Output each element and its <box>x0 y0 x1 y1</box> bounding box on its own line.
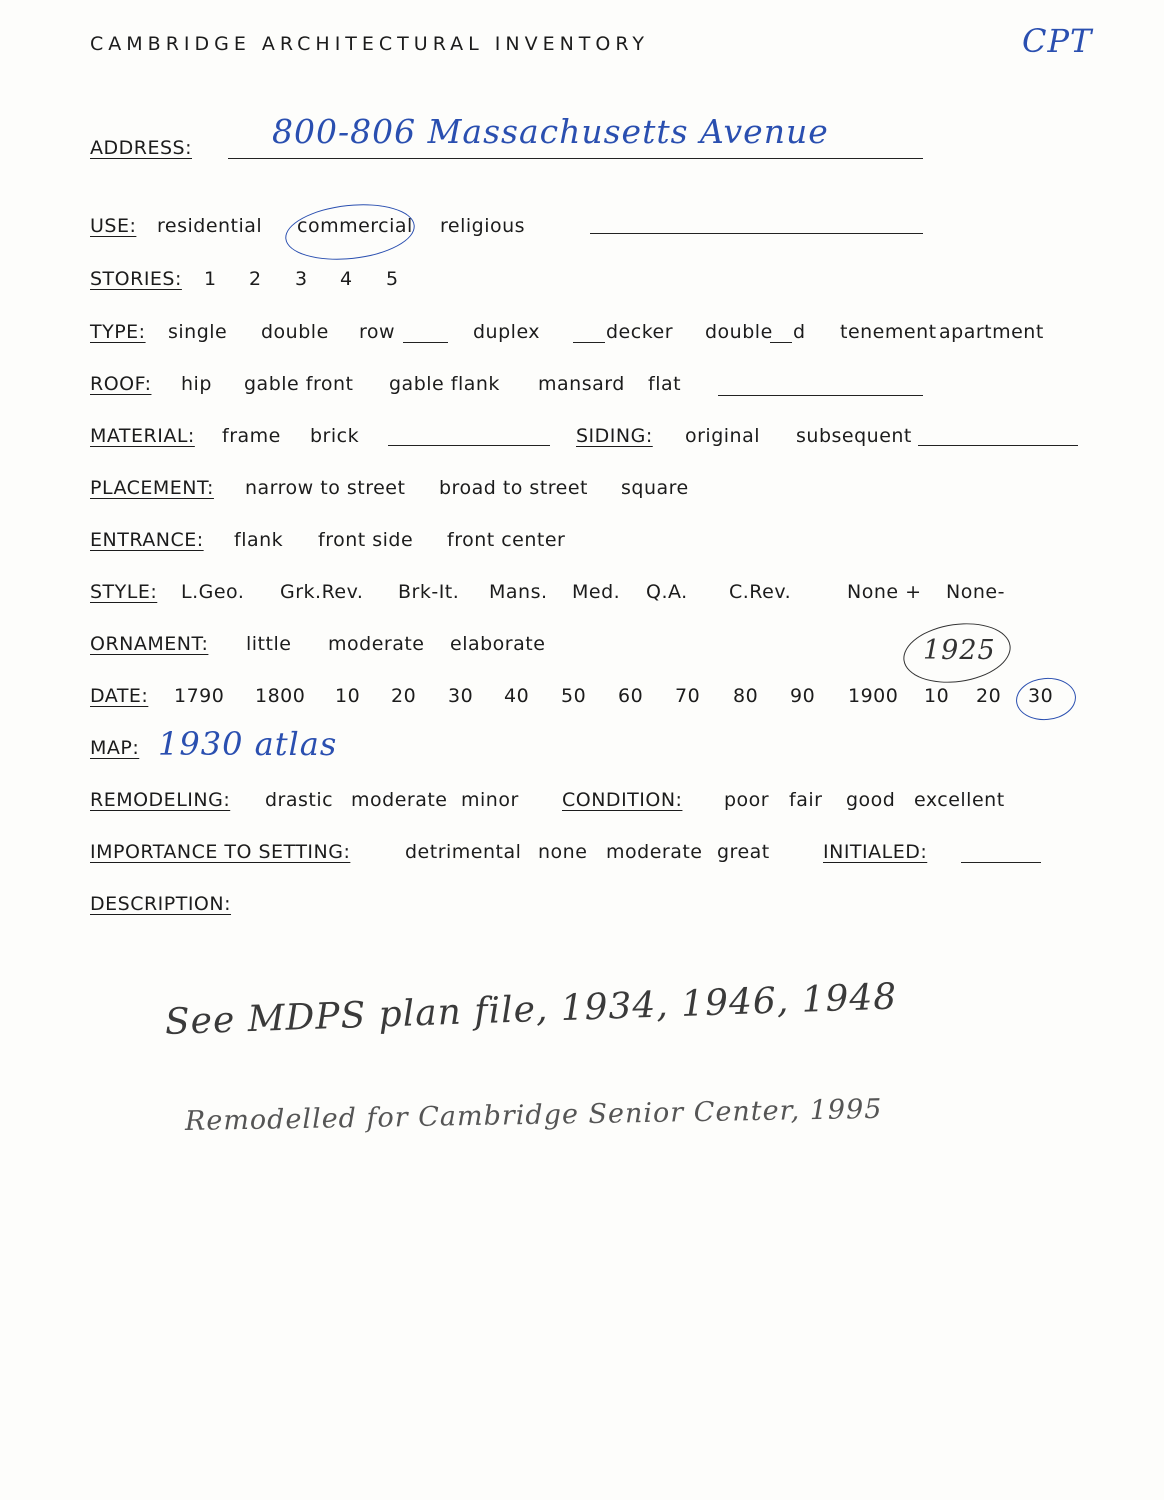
description-label: DESCRIPTION: <box>90 893 232 915</box>
type-apartment: apartment <box>939 321 1044 343</box>
date-1790: 1790 <box>174 685 225 707</box>
description-note-1: See MDPS plan file, 1934, 1946, 1948 <box>164 976 898 1043</box>
use-label: USE: <box>90 215 137 237</box>
type-double-d-line <box>770 342 792 343</box>
material-brick: brick <box>310 425 360 447</box>
stories-4: 4 <box>340 268 353 290</box>
style-none-minus: None- <box>946 581 1005 603</box>
type-label: TYPE: <box>90 321 146 343</box>
date-1920: 20 <box>976 685 1002 707</box>
map-value: 1930 atlas <box>158 725 338 763</box>
remodeling-moderate: moderate <box>351 789 448 811</box>
date-1810: 10 <box>335 685 361 707</box>
date-label: DATE: <box>90 685 149 707</box>
importance-detrimental: detrimental <box>405 841 522 863</box>
commercial-circle <box>283 198 418 265</box>
entrance-front-side: front side <box>318 529 414 551</box>
roof-other-line <box>718 395 923 396</box>
material-label: MATERIAL: <box>90 425 195 447</box>
importance-label: IMPORTANCE TO SETTING: <box>90 841 351 863</box>
type-row: row <box>359 321 396 343</box>
roof-flat: flat <box>648 373 682 395</box>
form-title: CAMBRIDGE ARCHITECTURAL INVENTORY <box>90 33 649 55</box>
remodeling-label: REMODELING: <box>90 789 231 811</box>
ornament-little: little <box>246 633 292 655</box>
style-mans: Mans. <box>489 581 548 603</box>
style-grkrev: Grk.Rev. <box>280 581 364 603</box>
date-1800: 1800 <box>255 685 306 707</box>
material-frame: frame <box>222 425 281 447</box>
material-other-line <box>388 445 550 446</box>
ornament-moderate: moderate <box>328 633 425 655</box>
type-decker: decker <box>606 321 674 343</box>
condition-good: good <box>846 789 896 811</box>
condition-label: CONDITION: <box>562 789 683 811</box>
type-tenement: tenement <box>840 321 937 343</box>
placement-narrow: narrow to street <box>245 477 406 499</box>
initialed-label: INITIALED: <box>823 841 928 863</box>
type-row-line <box>403 342 448 343</box>
ornament-elaborate: elaborate <box>450 633 546 655</box>
initialed-line <box>961 862 1041 863</box>
style-med: Med. <box>572 581 621 603</box>
date-1840: 40 <box>504 685 530 707</box>
condition-poor: poor <box>724 789 770 811</box>
style-label: STYLE: <box>90 581 158 603</box>
siding-subsequent: subsequent <box>796 425 912 447</box>
date-1890: 90 <box>790 685 816 707</box>
date-1930-circle <box>1014 675 1077 722</box>
date-1870: 70 <box>675 685 701 707</box>
siding-original: original <box>685 425 761 447</box>
use-option-commercial: commercial <box>297 215 413 237</box>
entrance-label: ENTRANCE: <box>90 529 204 551</box>
stories-3: 3 <box>295 268 308 290</box>
placement-label: PLACEMENT: <box>90 477 214 499</box>
date-1830: 30 <box>448 685 474 707</box>
siding-other-line <box>918 445 1078 446</box>
importance-moderate: moderate <box>606 841 703 863</box>
style-brkit: Brk-It. <box>398 581 460 603</box>
style-qa: Q.A. <box>646 581 688 603</box>
description-note-2: Remodelled for Cambridge Senior Center, 1995 <box>184 1093 883 1137</box>
date-handwritten: 1925 <box>923 635 996 666</box>
remodeling-drastic: drastic <box>265 789 334 811</box>
condition-fair: fair <box>789 789 823 811</box>
condition-excellent: excellent <box>914 789 1005 811</box>
date-1850: 50 <box>561 685 587 707</box>
stories-2: 2 <box>249 268 262 290</box>
ornament-label: ORNAMENT: <box>90 633 209 655</box>
type-double: double <box>261 321 329 343</box>
entrance-front-center: front center <box>447 529 566 551</box>
placement-square: square <box>621 477 689 499</box>
date-1900: 1900 <box>848 685 899 707</box>
date-1860: 60 <box>618 685 644 707</box>
address-label: ADDRESS: <box>90 137 192 159</box>
date-1930: 30 <box>1028 685 1054 707</box>
type-double-d: double <box>705 321 773 343</box>
date-1880: 80 <box>733 685 759 707</box>
roof-mansard: mansard <box>538 373 625 395</box>
type-single: single <box>168 321 228 343</box>
type-double-d-suffix: d <box>793 321 806 343</box>
roof-hip: hip <box>181 373 212 395</box>
remodeling-minor: minor <box>461 789 519 811</box>
use-other-line <box>590 233 923 234</box>
date-1910: 10 <box>924 685 950 707</box>
siding-label: SIDING: <box>576 425 653 447</box>
placement-broad: broad to street <box>439 477 589 499</box>
stories-5: 5 <box>386 268 399 290</box>
importance-none: none <box>538 841 588 863</box>
style-crev: C.Rev. <box>729 581 792 603</box>
style-lgeo: L.Geo. <box>181 581 245 603</box>
stories-label: STORIES: <box>90 268 182 290</box>
stories-1: 1 <box>204 268 217 290</box>
date-1820: 20 <box>391 685 417 707</box>
use-option-religious: religious <box>440 215 526 237</box>
roof-gable-flank: gable flank <box>389 373 500 395</box>
address-line <box>228 158 923 159</box>
roof-label: ROOF: <box>90 373 152 395</box>
corner-note: CPT <box>1022 22 1093 60</box>
map-label: MAP: <box>90 737 140 759</box>
type-decker-line <box>573 342 605 343</box>
address-value: 800-806 Massachusetts Avenue <box>272 112 829 151</box>
entrance-flank: flank <box>234 529 284 551</box>
importance-great: great <box>717 841 770 863</box>
style-none-plus: None + <box>847 581 922 603</box>
type-duplex: duplex <box>473 321 541 343</box>
roof-gable-front: gable front <box>244 373 354 395</box>
use-option-residential: residential <box>157 215 263 237</box>
